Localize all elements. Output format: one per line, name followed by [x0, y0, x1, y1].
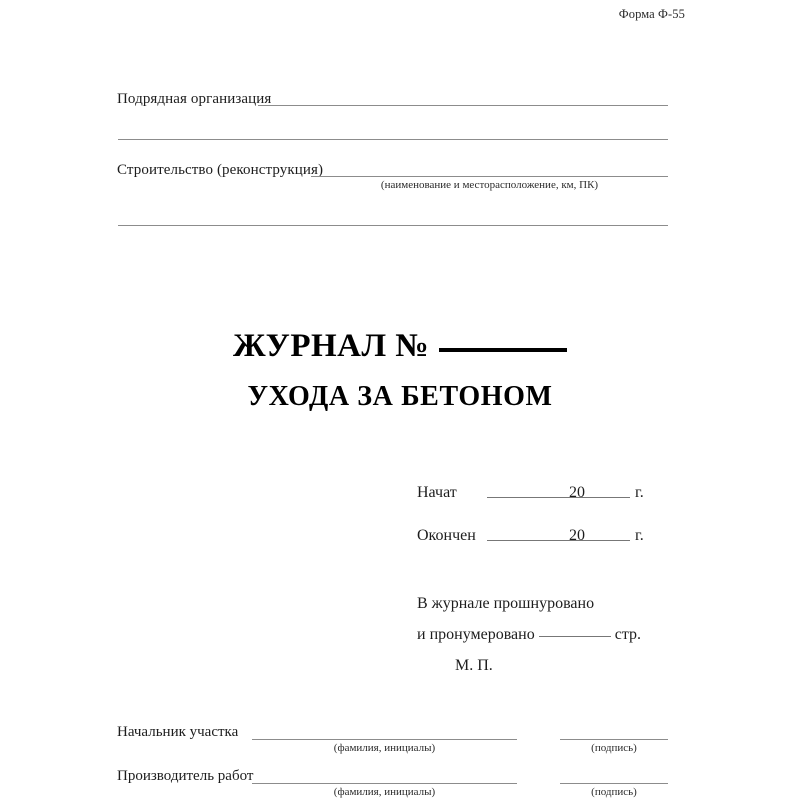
notary-pages-prefix: и пронумеровано: [417, 626, 535, 643]
date-started-label: Начат: [417, 484, 457, 501]
signature-sign-line-foreman[interactable]: [560, 783, 668, 784]
journal-subtitle: УХОДА ЗА БЕТОНОМ: [247, 381, 553, 412]
fill-line-construction-continued[interactable]: [118, 225, 668, 226]
date-finished-year-blank[interactable]: [592, 527, 630, 541]
journal-title-text: ЖУРНАЛ №: [232, 328, 430, 364]
notary-stamp-placeholder: М. П.: [455, 657, 493, 674]
signature-name-caption-chief: (фамилия, инициалы): [333, 742, 436, 754]
fill-line-contractor[interactable]: [258, 105, 668, 106]
notary-line-1: В журнале прошнуровано: [417, 595, 595, 612]
notary-block: [417, 588, 641, 681]
fill-line-contractor-continued[interactable]: [118, 139, 668, 140]
date-started-year-prefix: 20: [569, 484, 585, 501]
field-label-construction: Строительство (реконструкция): [117, 162, 324, 178]
field-label-contractor: Подрядная организация: [117, 91, 272, 107]
journal-number-blank[interactable]: [439, 348, 567, 352]
signature-role-label-chief: Начальник участка: [117, 724, 239, 740]
date-started-year-suffix: г.: [635, 484, 644, 501]
notary-pages-blank[interactable]: [539, 636, 611, 637]
signature-sign-caption-chief: (подпись): [591, 742, 637, 754]
signature-role-label-foreman: Производитель работ: [117, 768, 254, 784]
date-finished-year-prefix: 20: [569, 527, 585, 544]
signature-sign-line-chief[interactable]: [560, 739, 668, 740]
notary-line-2: [417, 619, 641, 650]
notary-pages-suffix: стр.: [614, 626, 642, 643]
signature-name-line-foreman[interactable]: [252, 783, 517, 784]
journal-title: [0, 328, 800, 365]
caption-construction: (наименование и месторасположение, км, ПК): [380, 179, 599, 191]
fill-line-construction[interactable]: [311, 176, 668, 177]
signature-sign-caption-foreman: (подпись): [591, 786, 637, 798]
date-started-year-blank[interactable]: [592, 484, 630, 498]
date-finished-label: Окончен: [417, 527, 476, 544]
signature-name-line-chief[interactable]: [252, 739, 517, 740]
signature-name-caption-foreman: (фамилия, инициалы): [333, 786, 436, 798]
date-finished-year-suffix: г.: [635, 527, 644, 544]
form-number: Форма Ф-55: [618, 7, 685, 21]
